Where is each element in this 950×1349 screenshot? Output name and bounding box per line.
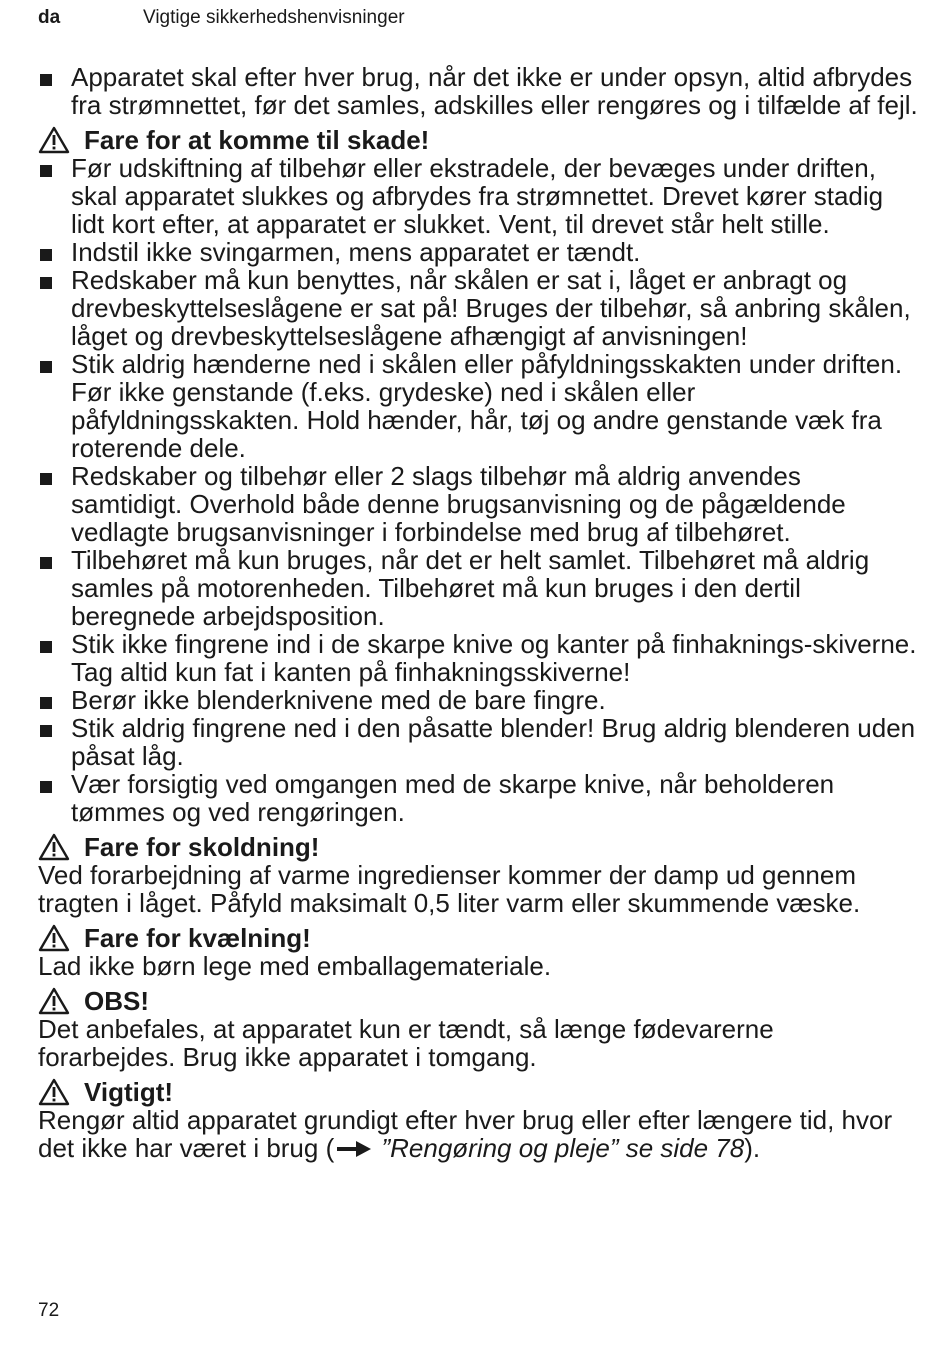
warning-text: Lad ikke børn lege med emballagemateriale. (38, 951, 552, 981)
injury-list (38, 154, 918, 826)
arrow-right-icon (334, 1139, 374, 1159)
warning-text: Ved forarbejdning af varme ingredienser kommer der damp ud gennem tragten i låget. Påfyld maksimalt 0,5 liter varm eller skummende væske. (38, 860, 861, 918)
page-reference-link[interactable]: ”Rengøring og pleje” se side 78 (381, 1133, 745, 1163)
page-header (38, 7, 405, 29)
list-item: Stik ikke fingrene ind i de skarpe knive og kanter på finhaknings-skiverne. Tag altid kun fat i kanten på finhakningsskiverne! (38, 630, 918, 686)
list-item: Tilbehøret må kun bruges, når det er helt samlet. Tilbehøret må aldrig samles på motorenheden. Tilbehøret må kun bruges i den dertil beregnede arbejdsposition. (38, 546, 918, 630)
important-text-before: Rengør altid apparatet grundigt efter hver brug eller efter længere tid, hvor det ikke har været i brug ( (38, 1105, 893, 1163)
warning-heading-scalding (38, 833, 918, 861)
warning-triangle-icon (38, 126, 70, 154)
warning-triangle-icon (38, 924, 70, 952)
warning-triangle-icon (38, 987, 70, 1015)
intro-list (38, 63, 918, 119)
list-item: Indstil ikke svingarmen, mens apparatet er tændt. (38, 238, 918, 266)
warning-heading-important (38, 1078, 918, 1106)
warning-title: Vigtigt! (84, 1077, 174, 1107)
list-item: Før udskiftning af tilbehør eller ekstradele, der bevæges under driften, skal apparatet slukkes og afbrydes fra strømnettet. Drevet kører stadig lidt kort efter, at apparatet er slukket. Vent, til drevet står helt stille. (38, 154, 918, 238)
list-item: Stik aldrig fingrene ned i den påsatte blender! Brug aldrig blenderen uden påsat låg. (38, 714, 918, 770)
language-code: da (38, 7, 61, 28)
warning-triangle-icon (38, 833, 70, 861)
list-item: Apparatet skal efter hver brug, når det ikke er under opsyn, altid afbrydes fra strømnettet, før det samles, adskilles eller rengøres og i tilfælde af fejl. (38, 63, 918, 119)
warning-text: Det anbefales, at apparatet kun er tændt, så længe fødevarerne forarbejdes. Brug ikke apparatet i tomgang. (38, 1014, 774, 1072)
warning-heading-suffocation (38, 924, 918, 952)
important-text-after: ). (744, 1133, 761, 1163)
list-item: Vær forsigtig ved omgangen med de skarpe knive, når beholderen tømmes og ved rengøringen. (38, 770, 918, 826)
page-number: 72 (38, 1300, 60, 1321)
list-item: Berør ikke blenderknivene med de bare fingre. (38, 686, 918, 714)
page-content (38, 63, 918, 1162)
warning-triangle-icon (38, 1078, 70, 1106)
warning-title: Fare for kvælning! (84, 923, 311, 953)
warning-title: Fare for skoldning! (84, 832, 320, 862)
warning-heading-obs (38, 987, 918, 1015)
warning-title: Fare for at komme til skade! (84, 125, 430, 155)
list-item: Stik aldrig hænderne ned i skålen eller påfyldningsskakten under driften. Før ikke genstande (f.eks. grydeske) ned i skålen eller påfyldningsskakten. Hold hænder, hår, tøj og andre genstande væk fra roterende dele. (38, 350, 918, 462)
list-item: Redskaber må kun benyttes, når skålen er sat i, låget er anbragt og drevbeskyttelseslågene er sat på! Bruges der tilbehør, så anbring skålen, låget og drevbeskyttelseslågene afhængigt af anvisningen! (38, 266, 918, 350)
section-title: Vigtige sikkerhedshenvisninger (143, 7, 405, 28)
warning-heading-injury (38, 126, 918, 154)
warning-text (38, 1106, 918, 1162)
list-item: Redskaber og tilbehør eller 2 slags tilbehør må aldrig anvendes samtidigt. Overhold både denne brugsanvisning og de pågældende vedlagte brugsanvisninger i forbindelse med brug af tilbehøret. (38, 462, 918, 546)
warning-title: OBS! (84, 986, 149, 1016)
